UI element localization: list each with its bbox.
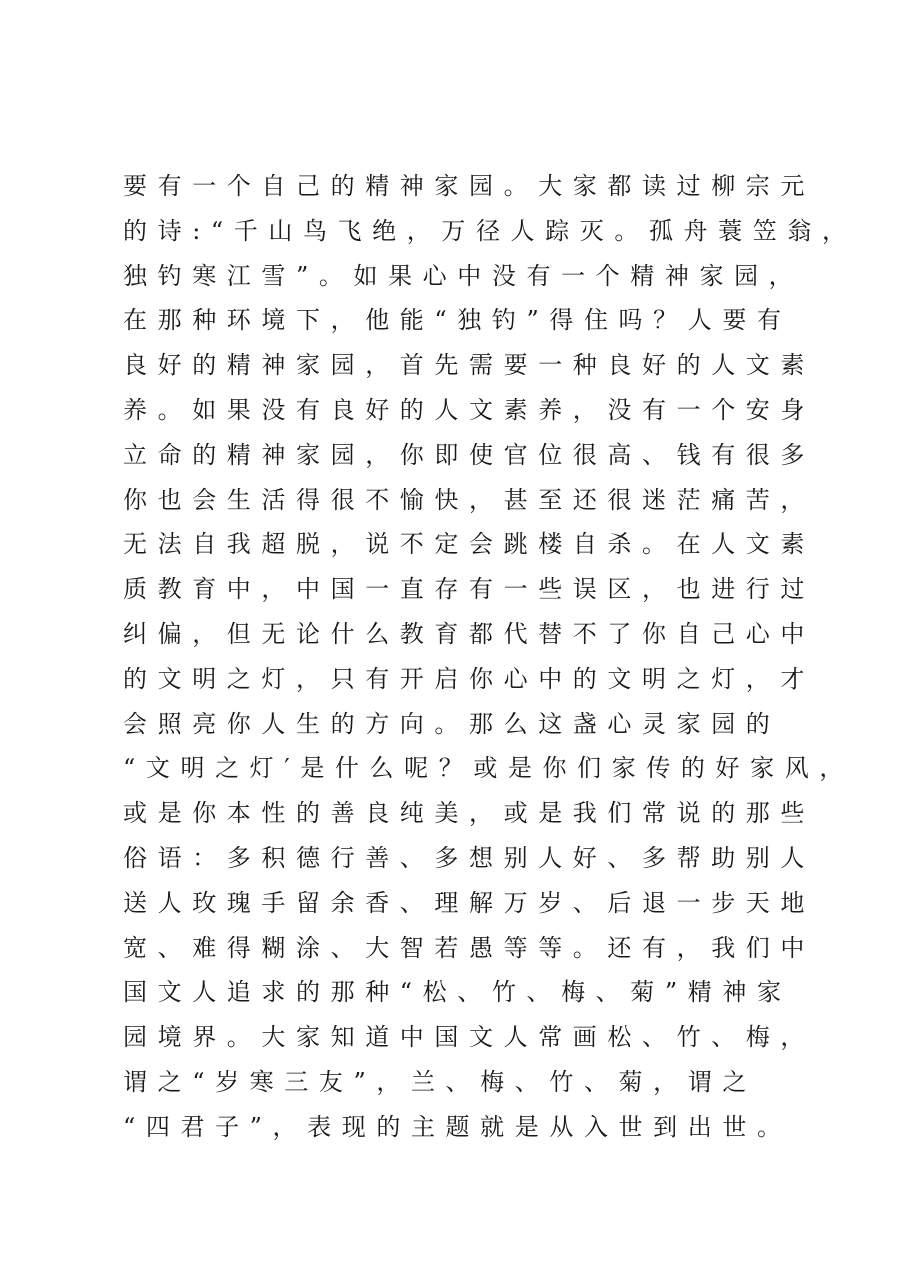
text-line-19: 国文人追求的那种“松、竹、梅、菊”精神家 (123, 978, 792, 1007)
text-line-7: 立命的精神家园，你即使官位很高、钱有很多 (123, 440, 815, 469)
text-line-6: 养。如果没有良好的人文素养，没有一个安身 (123, 395, 815, 424)
text-line-10: 质教育中，中国一直存有一些误区，也进行过 (123, 575, 815, 604)
text-line-18: 宽、难得糊涂、大智若愚等等。还有，我们中 (123, 933, 815, 962)
text-line-4: 在那种环境下，他能“独钓”得住吗？人要有 (123, 306, 792, 335)
text-line-22: “四君子”，表现的主题就是从入世到出世。 (123, 1112, 792, 1141)
text-line-5: 良好的精神家园，首先需要一种良好的人文素 (123, 351, 815, 380)
text-line-12: 的文明之灯，只有开启你心中的文明之灯，才 (123, 664, 815, 693)
text-line-2: 的诗:“千山鸟飞绝，万径人踪灭。孤舟蓑笠翁， (123, 216, 857, 245)
text-line-1: 要有一个自己的精神家园。大家都读过柳宗元 (123, 172, 815, 200)
text-line-13: 会照亮你人生的方向。那么这盏心灵家园的 (123, 709, 781, 738)
text-line-9: 无法自我超脱，说不定会跳楼自杀。在人文素 (123, 530, 815, 559)
text-line-21: 谓之“岁寒三友”，兰、梅、竹、菊，谓之 (123, 1067, 757, 1096)
text-line-15: 或是你本性的善良纯美，或是我们常说的那些 (123, 799, 815, 828)
text-line-20: 园境界。大家知道中国文人常画松、竹、梅， (123, 1023, 815, 1052)
text-line-16: 俗语：多积德行善、多想别人好、多帮助别人 (123, 843, 815, 872)
body-text (123, 164, 857, 1150)
text-line-14: “文明之灯′是什么呢？或是你们家传的好家风， (123, 754, 854, 783)
text-line-11: 纠偏，但无论什么教育都代替不了你自己心中 (123, 619, 815, 648)
text-line-8: 你也会生活得很不愉快，甚至还很迷茫痛苦， (123, 485, 815, 514)
text-line-3: 独钓寒江雪”。如果心中没有一个精神家园， (123, 261, 804, 290)
text-line-17: 送人玫瑰手留余香、理解万岁、后退一步天地 (123, 888, 815, 917)
